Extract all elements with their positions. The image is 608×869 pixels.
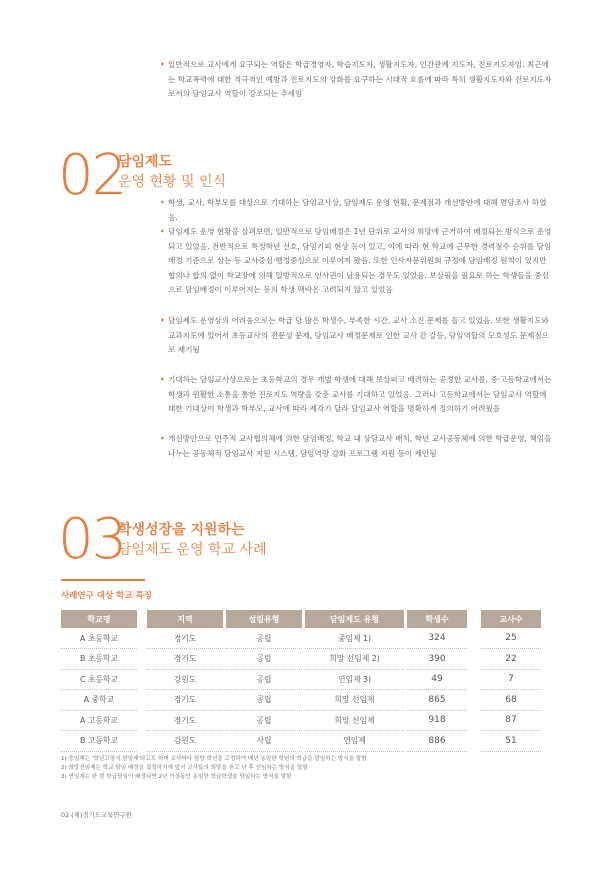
table-cell: 공립 [226, 690, 302, 711]
footnote: 3) 연임제는 한 번 학급담임이 배정되면 2년 이상동안 동일한 학급학생을 담임하는 방식을 말함 [61, 774, 292, 780]
table-cell: A 초등학교 [61, 628, 137, 649]
table-cell: 공립 [226, 628, 302, 649]
table-cell: 51 [481, 731, 541, 752]
table-cell: 강원도 [147, 669, 223, 690]
table-cell: C 초등학교 [61, 669, 137, 690]
table-header-cell: 담임제도 유형 [305, 610, 404, 628]
table-cell: B 고등학교 [61, 731, 137, 752]
table-cell: 공립 [226, 710, 302, 731]
table-cell: 390 [407, 649, 467, 670]
table-cell: A 고등학교 [61, 710, 137, 731]
section-3-number: 03 [58, 507, 126, 572]
table-cell: 경기도 [147, 690, 223, 711]
bullet-text: 개선방안으로 민주적 교사협의체에 의한 담임배정, 학교 내 상담교사 배치, 학년 교사공동체에 의한 학급운영, 책임을 나누는 공동체적 담임교사 지원 시스템, 담임역량 강화 프로그램 지원 등이 제안됨 [168, 434, 552, 458]
table-cell: B 초등학교 [61, 649, 137, 670]
table-header-cell: 지역 [147, 610, 223, 628]
table-cell: 희망 선임제 2) [305, 649, 404, 670]
table-cell: 7 [481, 669, 541, 690]
footnote: 1) 중임제는 '학년고정식 담임제'라고도 하며 교사마다 담당 학년을 고정하여 매년 동일한 학년의 학급을 담임하는 방식을 말함 [61, 756, 367, 762]
table-cell: 공립 [226, 649, 302, 670]
section-2-bullet: • 담임제도 운영 현황을 살펴보면, 일반적으로 담임배정은 1년 단위로 교사의 희망에 근거하여 배정되는 방식으로 운영되고 있었음. 전반적으로 특정학년 선호, 담임기피 현상 등이 있고, 이에 따라 현 학교에 근무한 경력점수 순위를 담임배정 기준으로 삼는 등 교사중심·행정중심으로 이루어져 왔음. 또한 인사자문위원회 규정에 담임배정 원칙이 있지만 협의나 합의 없이 학교장에 의해 일방적으로 인사권이 남용되는 경우도 있었음. 보살핌을 필요로 하는 학생들을 중심으로 담임배정이 이루어지는 등의 학생 맥락은 고려되지 않고 있었음 [160, 227, 552, 294]
page-footer: 02 (재)경기도교육연구원 [61, 811, 132, 819]
table-cell: 865 [407, 690, 467, 711]
table-cell: 경기도 [147, 649, 223, 670]
table-cell: 강원도 [147, 731, 223, 752]
table-cell: 사립 [226, 731, 302, 752]
section-3-subtitle: 담임제도 운영 학교 사례 [118, 542, 267, 558]
bullet-dot: • [160, 60, 165, 69]
section-2-bullet: • 담임제도 운영상의 어려움으로는 학급 당 많은 학생수, 부족한 시간, 교사 소진 문제를 들고 있었음. 또한 생활지도와 교과지도에 있어서 초등교사의 전문성 문제, 담임교사 배정문제로 인한 교사 간 갈등, 담임역할의 모호성도 문제점으로 제기됨 [160, 316, 549, 354]
section-2-subtitle: 운영 현황 및 인식 [118, 174, 227, 190]
table-cell: 희망 선임제 [305, 710, 404, 731]
section-2-bullet: • 개선방안으로 민주적 교사협의체에 의한 담임배정, 학교 내 상담교사 배치, 학년 교사공동체에 의한 학급운영, 책임을 나누는 공동체적 담임교사 지원 시스템, 담임역량 강화 프로그램 지원 등이 제안됨 [160, 434, 552, 458]
table-cell: 희망 선임제 [305, 690, 404, 711]
table-cell: 경기도 [147, 628, 223, 649]
bullet-text: 기대하는 담임교사상으로는 초등학교의 경우 개별 학생에 대해 보살피고 배려하는 공정한 교사를, 중·고등학교에서는 학생과 원활한 소통을 통한 진로지도 역량을 갖춘 교사를 기대하고 있었음. 그러나 고등학교에서는 담임교사 역할에 대한 기대상이 학생과 학부모, 교사에 따라 제각기 달라 담임교사 역할을 명확하게 정의하기 어려웠음 [168, 375, 552, 413]
table-cell: 25 [481, 628, 541, 649]
table-header-cell: 학생수 [407, 610, 467, 628]
table-cell: A 중학교 [61, 690, 137, 711]
section-2-bullet: • 학생, 교사, 학부모를 대상으로 기대하는 담임교사상, 담임제도 운영 현황, 문제점과 개선방안에 대해 면담조사 하였음. [160, 198, 547, 222]
table-cell: 68 [481, 690, 541, 711]
table-cell: 경기도 [147, 710, 223, 731]
intro-bullet [160, 58, 554, 102]
table-cell: 87 [481, 710, 541, 731]
bullet-text: 학생, 교사, 학부모를 대상으로 기대하는 담임교사상, 담임제도 운영 현황, 문제점과 개선방안에 대해 면담조사 하였음. [168, 198, 547, 222]
section-3-title: 학생성장을 지원하는 [118, 522, 245, 538]
table-cell: 49 [407, 669, 467, 690]
table-title: 사례연구 대상 학교 특징 [61, 591, 152, 601]
table-cell: 324 [407, 628, 467, 649]
table-title-rule [61, 579, 145, 581]
table-cell: 중임제 1) [305, 628, 404, 649]
table-header-cell: 학교명 [61, 610, 137, 628]
section-2-number: 02 [58, 143, 126, 208]
table-cell: 22 [481, 649, 541, 670]
table-cell: 공립 [226, 669, 302, 690]
footnote: 2) 희망선임제는 학교 담임 배정을 결정하기에 앞서 교사들의 희망을 듣고 난 후 선임하는 방식을 말함 [61, 765, 308, 771]
table-cell: 918 [407, 710, 467, 731]
table-cell: 연임제 3) [305, 669, 404, 690]
table-header-cell: 설립유형 [226, 610, 302, 628]
section-2-title: 담임제도 [118, 154, 173, 170]
table-cell: 연임제 [305, 731, 404, 752]
bullet-text: 담임제도 운영상의 어려움으로는 학급 당 많은 학생수, 부족한 시간, 교사 소진 문제를 들고 있었음. 또한 생활지도와 교과지도에 있어서 초등교사의 전문성 문제, 담임교사 배정문제로 인한 교사 간 갈등, 담임역할의 모호성도 문제점으로 제기됨 [168, 316, 549, 354]
section-2-bullet: • 기대하는 담임교사상으로는 초등학교의 경우 개별 학생에 대해 보살피고 배려하는 공정한 교사를, 중·고등학교에서는 학생과 원활한 소통을 통한 진로지도 역량을 갖춘 교사를 기대하고 있었음. 그러나 고등학교에서는 담임교사 역할에 대한 기대상이 학생과 학부모, 교사에 따라 제각기 달라 담임교사 역할을 명확하게 정의하기 어려웠음 [160, 375, 552, 413]
intro-bullet-text: 일반적으로 교사에게 요구되는 역할은 학급경영자, 학습지도자, 생활지도자, 인간관계 지도자, 진로지도자임. 최근에는 학교폭력에 대한 적극적인 예방과 진로지도의 강화를 요구하는 시대적 흐름에 따라 특히 생활지도자와 진로지도자로서의 담임교사 역할이 강조되는 추세임 [168, 60, 552, 98]
table-cell: 886 [407, 731, 467, 752]
bullet-text: 담임제도 운영 현황을 살펴보면, 일반적으로 담임배정은 1년 단위로 교사의 희망에 근거하여 배정되는 방식으로 운영되고 있었음. 전반적으로 특정학년 선호, 담임기피 현상 등이 있고, 이에 따라 현 학교에 근무한 경력점수 순위를 담임배정 기준으로 삼는 등 교사중심·행정중심으로 이루어져 왔음. 또한 인사자문위원회 규정에 담임배정 원칙이 있지만 협의나 합의 없이 학교장에 의해 일방적으로 인사권이 남용되는 경우도 있었음. 보살핌을 필요로 하는 학생들을 중심으로 담임배정이 이루어지는 등의 학생 맥락은 고려되지 않고 있었음 [168, 227, 552, 294]
table-header-cell: 교사수 [481, 610, 541, 628]
